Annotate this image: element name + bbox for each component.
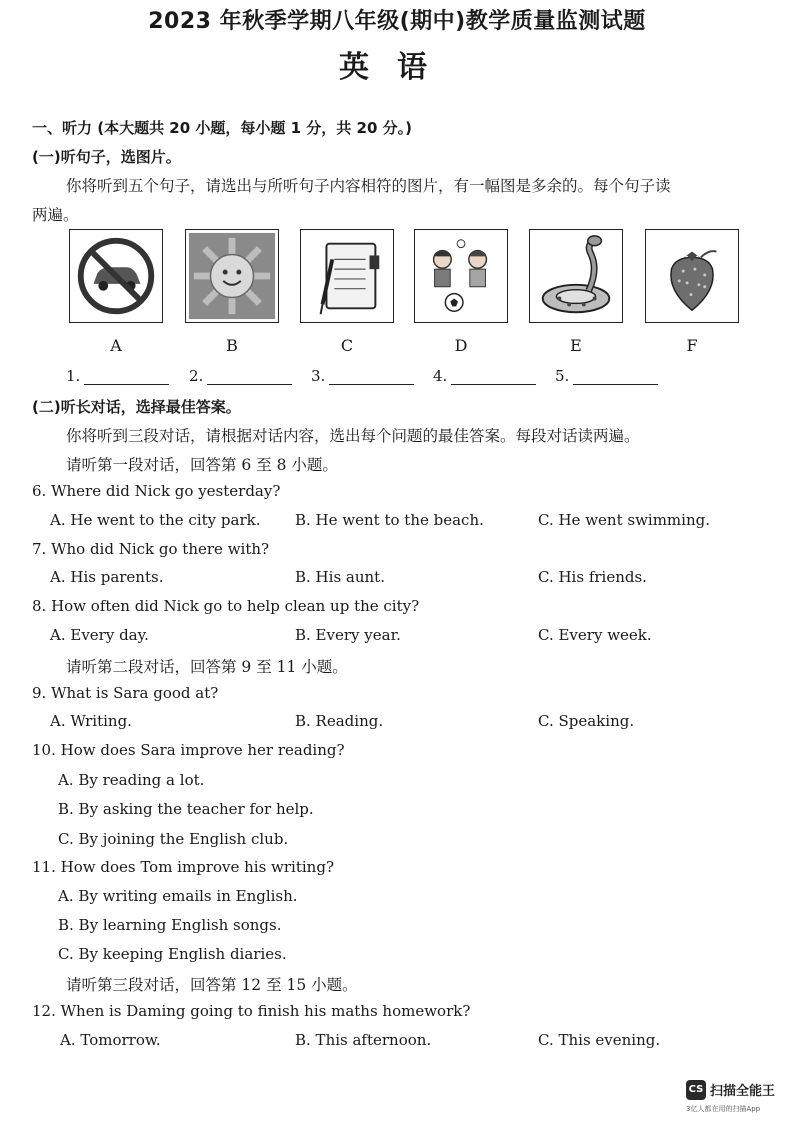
answer-line[interactable] <box>451 370 536 385</box>
answer-blank-5[interactable] <box>555 367 658 385</box>
question-10: 10. How does Sara improve her reading? <box>32 741 345 759</box>
picture-label-c: C <box>340 336 354 355</box>
answer-line[interactable] <box>573 370 658 385</box>
answer-line[interactable] <box>329 370 414 385</box>
part1-heading: (一)听句子，选图片。 <box>32 148 181 166</box>
q11-option-c[interactable]: C. By keeping English diaries. <box>58 945 287 963</box>
picture-label-f: F <box>686 336 698 355</box>
strawberry-icon <box>646 230 738 322</box>
part1-instruction: 你将听到五个句子，请选出与所听句子内容相符的图片，有一幅图是多余的。每个句子读 <box>66 177 671 195</box>
blank-number: 2. <box>189 367 204 385</box>
q9-option-a[interactable]: A. Writing. <box>50 712 132 730</box>
q6-option-b[interactable]: B. He went to the beach. <box>295 511 484 529</box>
scanner-app-name: 扫描全能王 <box>710 1084 776 1099</box>
section-listening-heading: 一、听力 (本大题共 20 小题，每小题 1 分，共 20 分。) <box>32 119 412 137</box>
q8-option-a[interactable]: A. Every day. <box>50 626 149 644</box>
blank-number: 5. <box>555 367 570 385</box>
answer-blank-4[interactable] <box>433 367 536 385</box>
q11-option-a[interactable]: A. By writing emails in English. <box>58 887 298 905</box>
answer-blank-3[interactable] <box>311 367 414 385</box>
q9-option-b[interactable]: B. Reading. <box>295 712 384 730</box>
answer-line[interactable] <box>84 370 169 385</box>
picture-c <box>300 229 394 323</box>
question-11: 11. How does Tom improve his writing? <box>32 858 334 876</box>
q12-option-c[interactable]: C. This evening. <box>538 1031 661 1049</box>
question-12: 12. When is Daming going to finish his maths homework? <box>32 1002 471 1020</box>
dialog3-instruction: 请听第三段对话，回答第 12 至 15 小题。 <box>66 976 358 994</box>
part2-heading: (二)听长对话，选择最佳答案。 <box>32 398 241 416</box>
q9-option-c[interactable]: C. Speaking. <box>538 712 635 730</box>
q10-option-c[interactable]: C. By joining the English club. <box>58 830 289 848</box>
q6-option-c[interactable]: C. He went swimming. <box>538 511 710 529</box>
picture-a <box>69 229 163 323</box>
dialog1-instruction: 请听第一段对话，回答第 6 至 8 小题。 <box>66 456 338 474</box>
picture-label-b: B <box>226 336 238 355</box>
picture-label-e: E <box>570 336 582 355</box>
scanner-tagline: 3亿人都在用的扫描App <box>686 1105 761 1113</box>
picture-d <box>414 229 508 323</box>
q7-option-a[interactable]: A. His parents. <box>50 568 164 586</box>
no-car-sign-icon <box>70 230 162 322</box>
q8-option-c[interactable]: C. Every week. <box>538 626 652 644</box>
q11-option-b[interactable]: B. By learning English songs. <box>58 916 282 934</box>
answer-line[interactable] <box>207 370 292 385</box>
q8-option-b[interactable]: B. Every year. <box>295 626 401 644</box>
dialog2-instruction: 请听第二段对话，回答第 9 至 11 小题。 <box>66 658 348 676</box>
picture-e <box>529 229 623 323</box>
part1-instruction-cont: 两遍。 <box>32 206 79 224</box>
picture-b <box>185 229 279 323</box>
q6-option-a[interactable]: A. He went to the city park. <box>50 511 261 529</box>
picture-f <box>645 229 739 323</box>
q10-option-a[interactable]: A. By reading a lot. <box>58 771 205 789</box>
q12-option-b[interactable]: B. This afternoon. <box>295 1031 432 1049</box>
q7-option-c[interactable]: C. His friends. <box>538 568 647 586</box>
sun-icon <box>186 230 278 322</box>
question-6: 6. Where did Nick go yesterday? <box>32 482 281 500</box>
part2-instruction: 你将听到三段对话，请根据对话内容，选出每个问题的最佳答案。每段对话读两遍。 <box>66 427 640 445</box>
scanner-logo-icon: CS <box>686 1080 706 1100</box>
picture-label-a: A <box>110 336 122 355</box>
blank-number: 4. <box>433 367 448 385</box>
question-9: 9. What is Sara good at? <box>32 684 219 702</box>
answer-blank-2[interactable] <box>189 367 292 385</box>
subject-title: 英语 <box>339 50 455 85</box>
picture-label-d: D <box>454 336 468 355</box>
snake-icon <box>530 230 622 322</box>
notebook-pen-icon <box>301 230 393 322</box>
q10-option-b[interactable]: B. By asking the teacher for help. <box>58 800 314 818</box>
question-7: 7. Who did Nick go there with? <box>32 540 270 558</box>
q12-option-a[interactable]: A. Tomorrow. <box>60 1031 161 1049</box>
kids-soccer-icon <box>415 230 507 322</box>
blank-number: 1. <box>66 367 81 385</box>
q7-option-b[interactable]: B. His aunt. <box>295 568 385 586</box>
question-8: 8. How often did Nick go to help clean up the city? <box>32 597 420 615</box>
exam-title: 2023 年秋季学期八年级(期中)教学质量监测试题 <box>148 9 646 34</box>
answer-blank-1[interactable] <box>66 367 169 385</box>
blank-number: 3. <box>311 367 326 385</box>
